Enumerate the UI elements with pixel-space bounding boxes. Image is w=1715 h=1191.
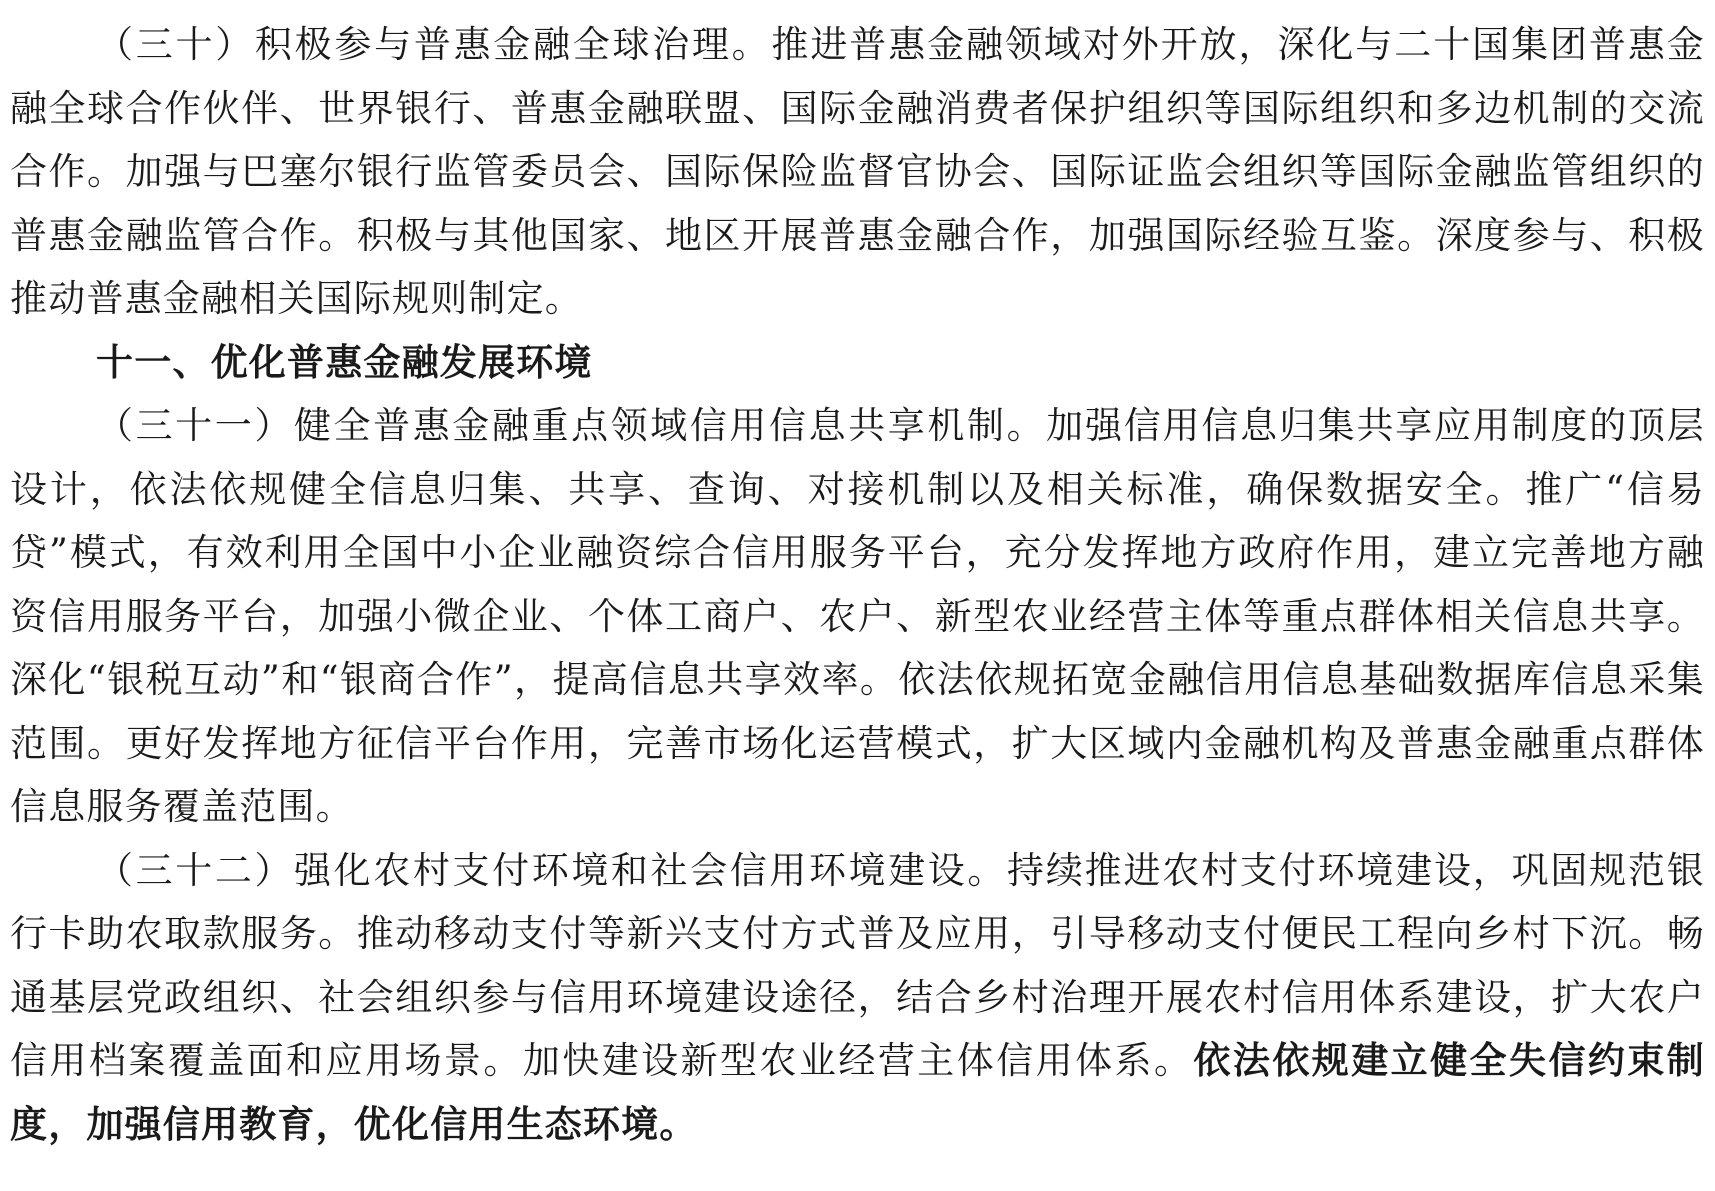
paragraph-30-lead: （三十）积极参与普惠金融全球治理。 xyxy=(96,23,772,66)
paragraph-32-body: 持续推进农村支付环境建设，巩固规范银行卡助农取款服务。推动移动支付等新兴支付方式普及应用，引导移动支付便民工程向乡村下沉。畅通基层党政组织、社会组织参与信用环境建设途径，结合乡村治理开展农村信用体系建设，扩大农户信用档案覆盖面和应用场景。加快建设新型农业经营主体信用体系。 xyxy=(10,848,1705,1082)
section-heading: 十一、优化普惠金融发展环境 xyxy=(96,339,593,384)
paragraph-32-emphasis: 依法依规建立健全失信约束制度，加强信用教育，优化信用生态环境。 xyxy=(10,1038,1705,1146)
paragraph-30 xyxy=(10,0,1705,331)
paragraph-32 xyxy=(10,839,1705,1157)
paragraph-31-lead: （三十一）健全普惠金融重点领域信用信息共享机制。 xyxy=(96,404,1047,447)
paragraph-31 xyxy=(10,394,1705,839)
paragraph-30-body: 推进普惠金融领域对外开放，深化与二十国集团普惠金融全球合作伙伴、世界银行、普惠金融联盟、国际金融消费者保护组织等国际组织和多边机制的交流合作。加强与巴塞尔银行监管委员会、国际保险监督官协会、国际证监会组织等国际金融监管组织的普惠金融监管合作。积极与其他国家、地区开展普惠金融合作，加强国际经验互鉴。深度参与、积极推动普惠金融相关国际规则制定。 xyxy=(10,23,1705,320)
paragraph-31-body: 加强信用信息归集共享应用制度的顶层设计，依法依规健全信息归集、共享、查询、对接机制以及相关标准，确保数据安全。推广“信易贷”模式，有效利用全国中小企业融资综合信用服务平台，充分发挥地方政府作用，建立完善地方融资信用服务平台，加强小微企业、个体工商户、农户、新型农业经营主体等重点群体相关信息共享。深化“银税互动”和“银商合作”，提高信息共享效率。依法依规拓宽金融信用信息基础数据库信息采集范围。更好发挥地方征信平台作用，完善市场化运营模式，扩大区域内金融机构及普惠金融重点群体信息服务覆盖范围。 xyxy=(10,404,1705,828)
paragraph-32-lead: （三十二）强化农村支付环境和社会信用环境建设。 xyxy=(96,848,1008,892)
